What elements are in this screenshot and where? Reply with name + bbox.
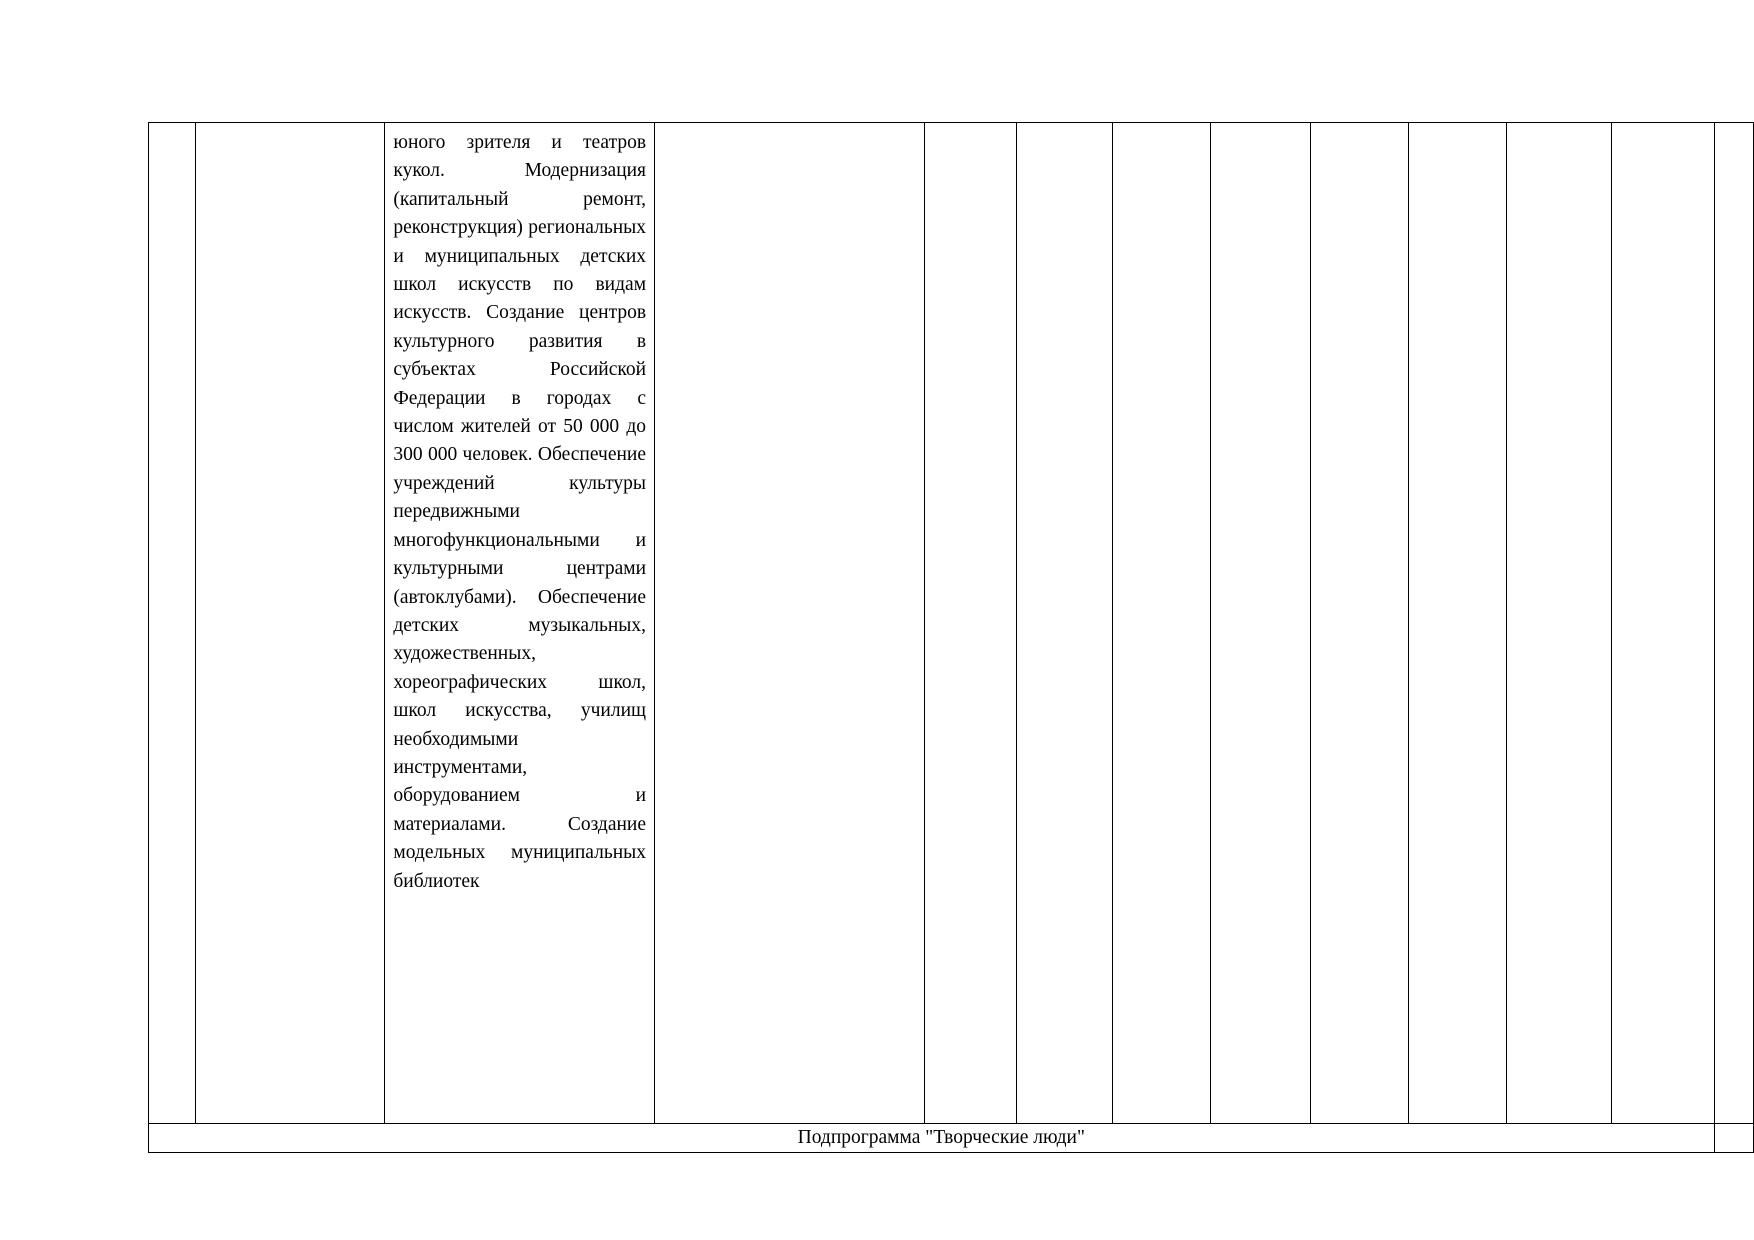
section-edge-cell (1714, 1124, 1753, 1153)
cell-year-2 (1017, 123, 1112, 1124)
data-table (148, 122, 1754, 1153)
cell-name (195, 123, 385, 1124)
cell-edge (1714, 123, 1753, 1124)
cell-year-1 (924, 123, 1017, 1124)
cell-year-4 (1210, 123, 1310, 1124)
table-row (149, 123, 1754, 1124)
table-section-row (149, 1124, 1754, 1153)
section-title: Подпрограмма "Творческие люди" (797, 1127, 1085, 1148)
cell-year-5 (1310, 123, 1408, 1124)
cell-year-7 (1507, 123, 1612, 1124)
cell-result (655, 123, 925, 1124)
cell-number (149, 123, 196, 1124)
cell-year-8 (1611, 123, 1714, 1124)
cell-year-6 (1408, 123, 1506, 1124)
section-title-cell (149, 1124, 1715, 1153)
cell-description: юного зрителя и театров кукол. Модернизация (капитальный ремонт, реконструкция) региональных и муниципальных детских школ искусств по видам искусств. Создание центров культурного развития в субъектах Российской Федерации в городах с числом жителей от 50 000 до 300 000 человек. Обеспечение учреждений культуры передвижными многофункциональными и культурными центрами (автоклубами). Обеспечение детских музыкальных, художественных, хореографических школ, школ искусства, училищ необходимыми инструментами, оборудованием и материалами. Создание модельных муниципальных библиотек (385, 123, 655, 1124)
cell-year-3 (1112, 123, 1210, 1124)
